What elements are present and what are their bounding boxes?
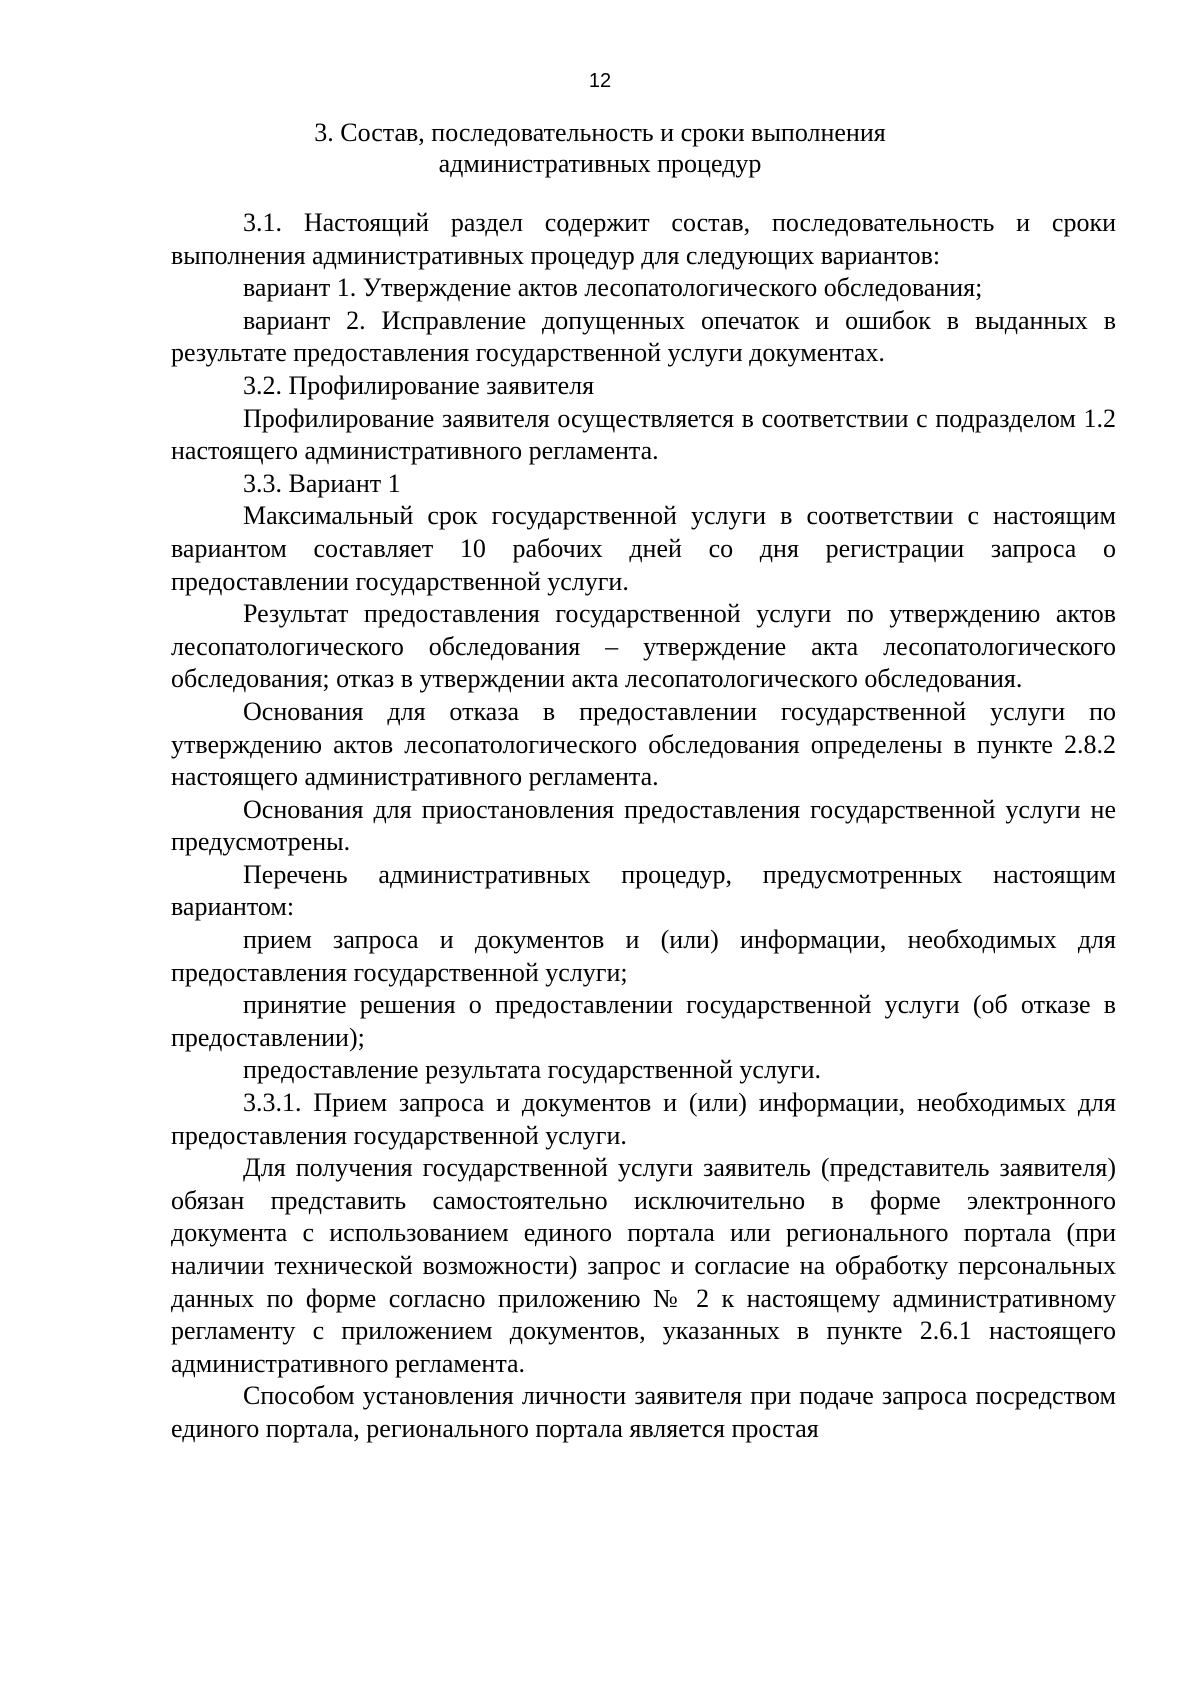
document-body bbox=[171, 207, 1116, 1446]
paragraph-procedures-list-intro: Перечень административных процедур, предусмотренных настоящим вариантом: bbox=[171, 859, 1116, 922]
paragraph-3-3-1-heading: 3.3.1. Прием запроса и документов и (или) информации, необходимых для предоставления государственной услуги. bbox=[171, 1088, 1116, 1150]
section-title bbox=[0, 117, 1200, 179]
paragraph-result: Результат предоставления государственной услуги по утверждению актов лесопатологического обследования – утверждение акта лесопатологического обследования; отказ в утверждении акта лесопатологического обследования. bbox=[171, 599, 1116, 694]
paragraph-max-term: Максимальный срок государственной услуги в соответствии с настоящим вариантом составляет 10 рабочих дней со дня регистрации запроса о предоставлении государственной услуги. bbox=[171, 501, 1116, 596]
list-item-procedure-2: принятие решения о предоставлении государственной услуги (об отказе в предоставлении); bbox=[171, 990, 1116, 1052]
paragraph-3-3-heading: 3.3. Вариант 1 bbox=[243, 468, 401, 498]
paragraph-variant-2: вариант 2. Исправление допущенных опечаток и ошибок в выданных в результате предоставления государственной услуги документах. bbox=[171, 305, 1116, 368]
paragraph-profiling: Профилирование заявителя осуществляется в соответствии с подразделом 1.2 настоящего административного регламента. bbox=[171, 403, 1116, 466]
paragraph-3-2-heading: 3.2. Профилирование заявителя bbox=[243, 370, 595, 400]
paragraph-submission: Для получения государственной услуги заявитель (представитель заявителя) обязан представить самостоятельно исключительно в форме электронного документа с использованием единого портала или регионального портала (при наличии технической возможности) запрос и согласие на обработку персональных данных по форме согласно приложению № 2 к настоящему административному регламенту с приложением документов, указанных в пункте 2.6.1 настоящего административного регламента. bbox=[171, 1153, 1116, 1378]
list-item-procedure-3: предоставление результата государственной услуги. bbox=[243, 1055, 822, 1085]
list-item-procedure-1: прием запроса и документов и (или) информации, необходимых для предоставления государственной услуги; bbox=[171, 925, 1116, 987]
paragraph-variant-1: вариант 1. Утверждение актов лесопатологического обследования; bbox=[243, 273, 983, 303]
section-title-line-2: административных процедур bbox=[438, 149, 762, 178]
section-title-line-1: 3. Состав, последовательность и сроки выполнения bbox=[314, 118, 886, 147]
paragraph-3-1: 3.1. Настоящий раздел содержит состав, последовательность и сроки выполнения административных процедур для следующих вариантов: bbox=[171, 208, 1116, 270]
paragraph-refusal-grounds: Основания для отказа в предоставлении государственной услуги по утверждению актов лесопатологического обследования определены в пункте 2.8.2 настоящего административного регламента. bbox=[171, 696, 1116, 792]
page-number: 12 bbox=[588, 70, 612, 92]
paragraph-identity-method: Способом установления личности заявителя при подаче запроса посредством единого портала, регионального портала является простая bbox=[171, 1381, 1116, 1443]
paragraph-suspension-grounds: Основания для приостановления предоставления государственной услуги не предусмотрены. bbox=[171, 794, 1116, 857]
